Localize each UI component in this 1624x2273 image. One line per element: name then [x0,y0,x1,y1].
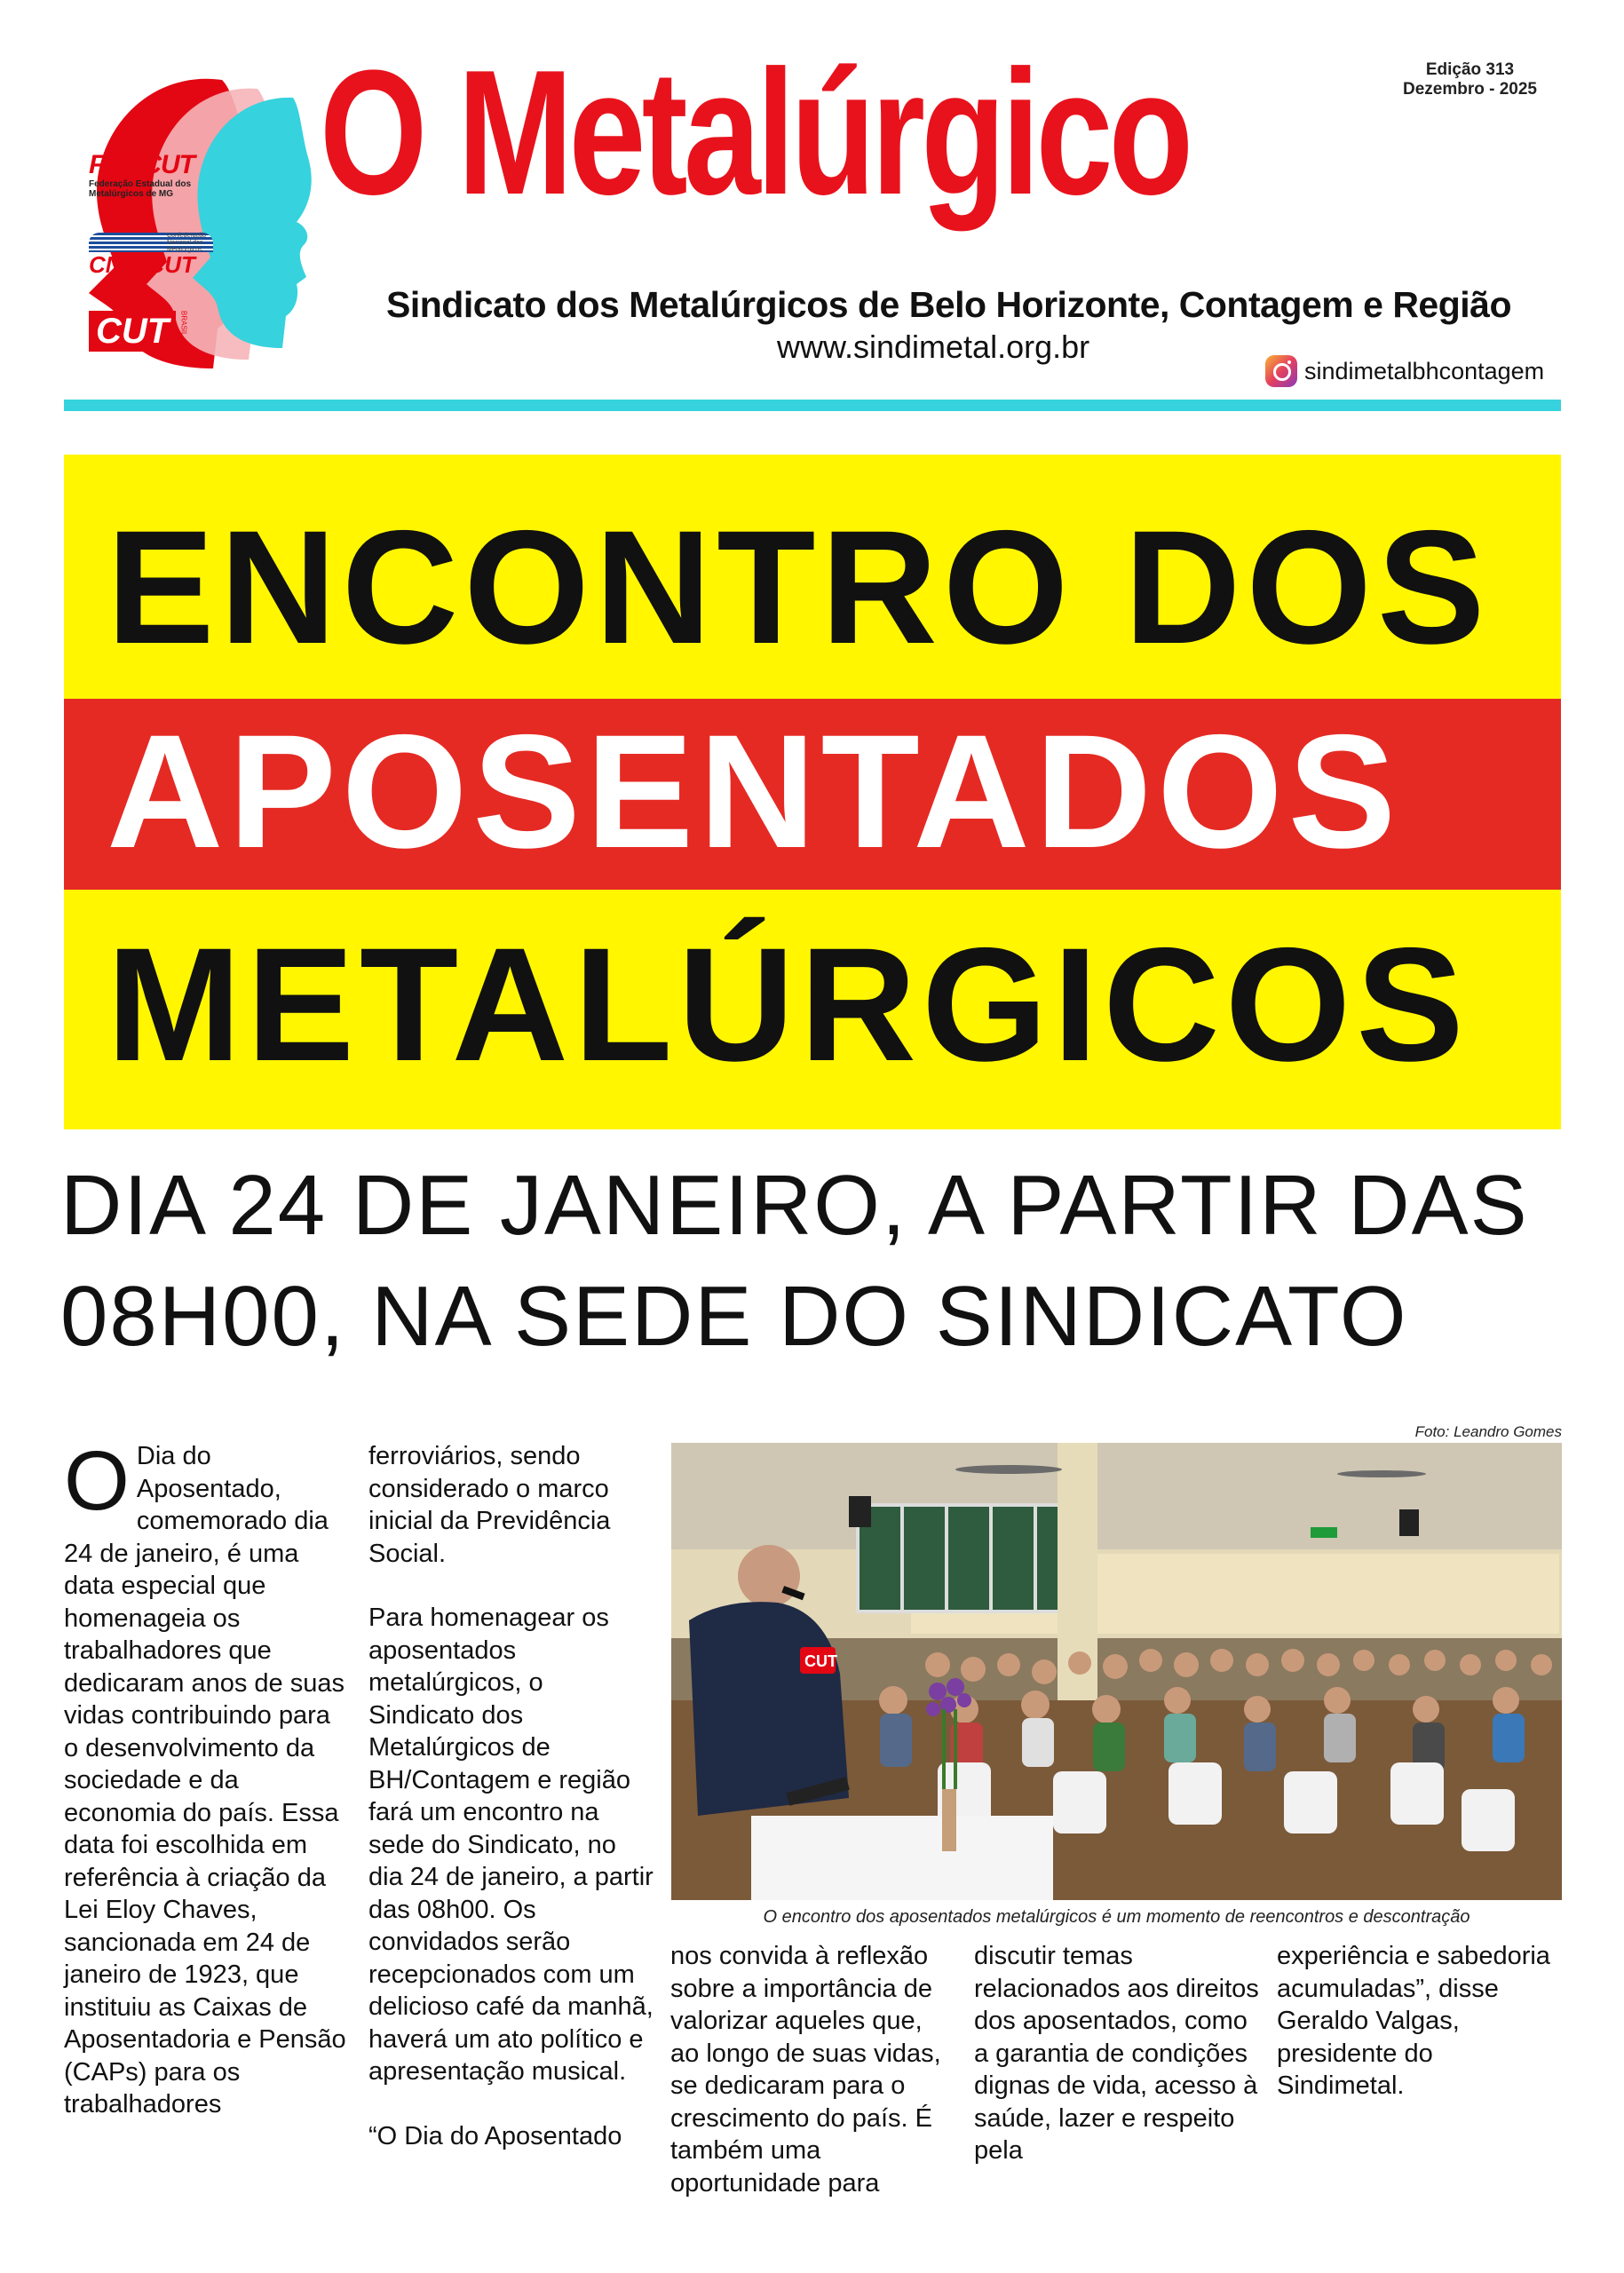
header-divider [64,400,1561,411]
cut-logo [89,311,222,352]
headline-line-2: APOSENTADOS [107,701,1402,882]
instagram-icon [1265,355,1297,387]
cnmcut-logo-text: CNM/CUT [89,251,195,278]
article-column-4: discutir temas relacionados aos direitos dos aposentados, como a garantia de condições dignas de vida, acesso à saúde, lazer e respeito pela [974,1942,1259,2165]
article-column-1 [64,1434,350,2121]
article-paragraph: ferroviários, sendo considerado o marco inicial da Previdência Social. [368,1442,611,1568]
article-column-1-text: Dia do Aposentado, comemorado dia 24 de janeiro, é uma data especial que homenageia os trabalhadores que dedicaram anos de suas vidas contribuindo para o desenvolvimento da sociedade e da economia do país. Essa data foi escolhida em referência à criação da Lei Eloy Chaves, sancionada em 24 de janeiro de 1923, que instituiu as Caixas de Aposentadoria e Pensão (CAPs) para os trabalhadores [64,1442,346,2119]
edition-date: Dezembro - 2025 [1402,80,1537,99]
speaker-shirt-logo: CUT [804,1652,837,1670]
event-photo [671,1443,1562,1900]
masthead-title: O Metalúrgico [320,34,1190,232]
instagram-handle-text: sindimetalbhcontagem [1304,357,1545,384]
cut-logo-text: CUT [89,311,176,352]
event-date-line: DIA 24 DE JANEIRO, A PARTIR DAS 08H00, NA SEDE DO SINDICATO [60,1158,1529,1364]
cnmcut-logo-subtitle: Confederação Nacional dos Metalúrgicos [167,233,206,253]
headline-line-3: METALÚRGICOS [107,914,1470,1095]
edition-info [1403,60,1537,99]
photo-caption: O encontro dos aposentados metalúrgicos é um momento de reencontros e descontração [763,1907,1470,1927]
femcut-logo-subtitle: Federação Estadual dos Metalúrgicos de MG [89,179,192,199]
cnmcut-logo [89,233,222,277]
drop-cap: O [64,1434,130,1528]
cut-logo-subtitle: BRASIL [179,311,188,337]
article-paragraph: Para homenagear os aposentados metalúrgicos, o Sindicato dos Metalúrgicos de BH/Contagem e região fará um encontro na sede do Sindicato, no dia 24 de janeiro, a partir das 08h00. Os convidados serão recepcionados com um delicioso café da manhã, haverá um ato político e apresentação musical. [368,1604,654,2086]
instagram-handle[interactable] [1265,355,1544,387]
article-column-2 [368,1440,654,2184]
femcut-logo [89,151,222,199]
femcut-logo-text: FEMCUT [89,150,194,179]
partner-logos [89,151,222,385]
website-link[interactable]: www.sindimetal.org.br [777,329,1090,365]
article-column-5: experiência e sabedoria acumuladas”, disse Geraldo Valgas, presidente do Sindimetal. [1277,1942,1550,2100]
article-paragraph: “O Dia do Aposentado [368,2121,622,2150]
article-column-3: nos convida à reflexão sobre a importância de valorizar aqueles que, ao longo de suas vidas, se dedicaram para o crescimento do país. É também uma oportunidade para [670,1942,941,2198]
edition-number: Edição 313 [1425,60,1515,79]
headline-line-1: ENCONTRO DOS [107,496,1491,677]
union-name: Sindicato dos Metalúrgicos de Belo Horizonte, Contagem e Região [386,284,1512,325]
photo-credit: Foto: Leandro Gomes [1414,1423,1562,1440]
